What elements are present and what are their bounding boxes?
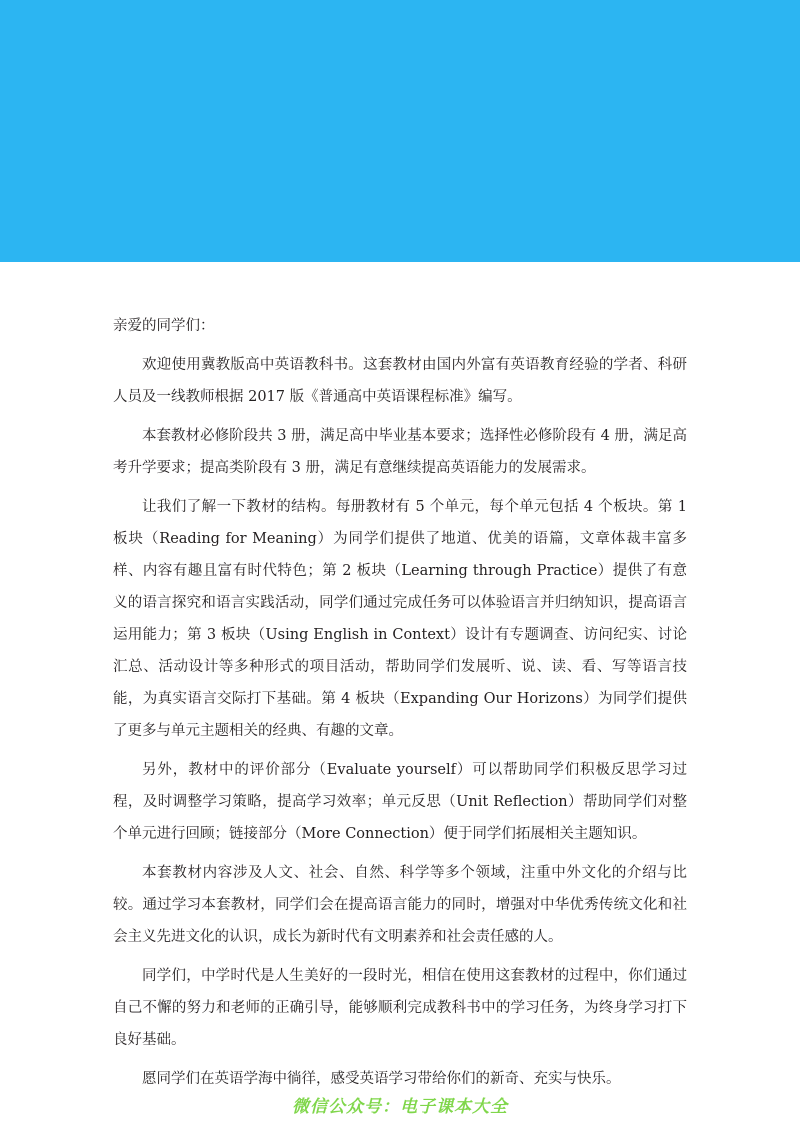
wechat-watermark: 微信公众号：电子课本大全 — [292, 1097, 508, 1117]
letter-paragraph-structure: 让我们了解一下教材的结构。每册教材有 5 个单元，每个单元包括 4 个板块。第 1 板块（Reading for Meaning）为同学们提供了地道、优美的语篇，文章体裁丰富多样、内容有趣且富有时代特色；第 2 板块（Learning through Practice）提供了有意义的语言探究和语言实践活动，同学们通过完成任务可以体验语言并归纳知识，提高语言运用能力；第 3 板块（Using English in Context）设计有专题调查、访问纪实、讨论汇总、活动设计等多种形式的项目活动，帮助同学们发展听、说、读、看、写等语言技能，为真实语言交际打下基础。第 4 板块（Expanding Our Horizons）为同学们提供了更多与单元主题相关的经典、有趣的文章。 — [113, 499, 687, 739]
letter-paragraph-welcome: 欢迎使用冀教版高中英语教科书。这套教材由国内外富有英语教育经验的学者、科研人员及一线教师根据 2017 版《普通高中英语课程标准》编写。 — [113, 357, 687, 405]
letter-paragraph-volumes: 本套教材必修阶段共 3 册，满足高中毕业基本要求；选择性必修阶段有 4 册，满足高考升学要求；提高类阶段有 3 册，满足有意继续提高英语能力的发展需求。 — [113, 428, 687, 476]
letter-paragraph-content: 本套教材内容涉及人文、社会、自然、科学等多个领域，注重中外文化的介绍与比较。通过学习本套教材，同学们会在提高语言能力的同时，增强对中华优秀传统文化和社会主义先进文化的认识，成长为新时代有文明素养和社会责任感的人。 — [113, 865, 687, 945]
header-color-band — [0, 0, 800, 262]
letter-paragraph-encouragement: 同学们，中学时代是人生美好的一段时光，相信在使用这套教材的过程中，你们通过自己不懈的努力和老师的正确引导，能够顺利完成教科书中的学习任务，为终身学习打下良好基础。 — [113, 968, 687, 1048]
letter-paragraph-evaluation: 另外，教材中的评价部分（Evaluate yourself）可以帮助同学们积极反思学习过程，及时调整学习策略，提高学习效率；单元反思（Unit Reflection）帮助同学们对整个单元进行回顾；链接部分（More Connection）便于同学们拓展相关主题知识。 — [113, 762, 687, 842]
preface-letter — [113, 310, 687, 1102]
letter-greeting: 亲爱的同学们： — [113, 318, 215, 334]
letter-paragraph-closing: 愿同学们在英语学海中徜徉，感受英语学习带给你们的新奇、充实与快乐。 — [142, 1071, 621, 1087]
